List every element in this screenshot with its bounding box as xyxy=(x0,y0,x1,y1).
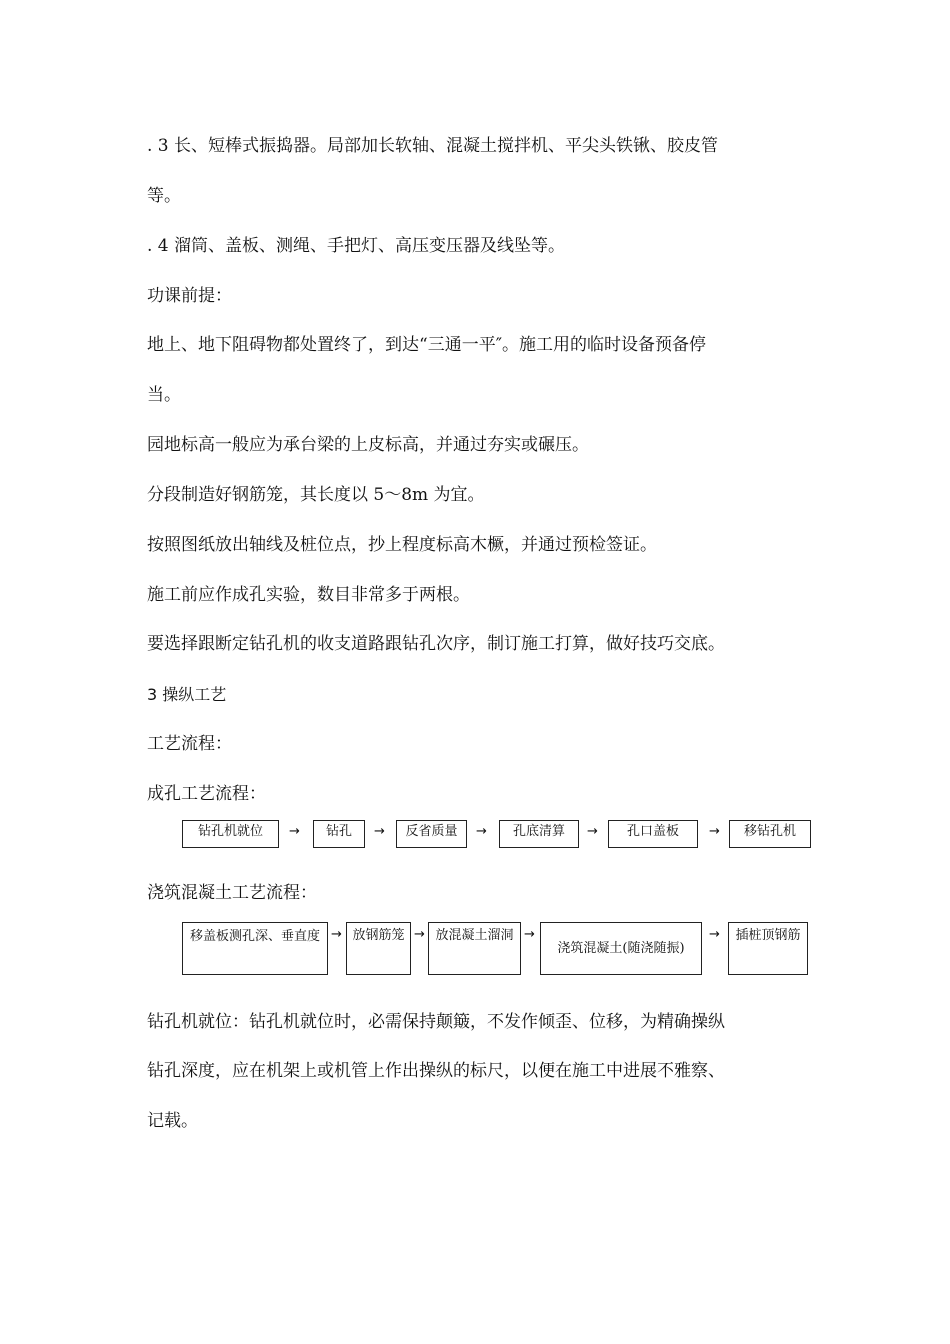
flow-step-place-cage: 放钢筋笼 xyxy=(346,922,411,975)
flow-step-place-chute: 放混凝土溜洞 xyxy=(428,922,521,975)
paragraph-site-elevation: 园地标高一般应为承台梁的上皮标高，并通过夯实或碾压。 xyxy=(147,435,589,455)
flow-step-move-rig: 移钻孔机 xyxy=(729,820,811,848)
flow-step-quality-check: 反省质量 xyxy=(396,820,467,848)
paragraph-route-plan: 要选择跟断定钻孔机的收支道路跟钻孔次序，制订施工打算，做好技巧交底。 xyxy=(147,634,725,654)
paragraph-process-flow: 工艺流程： xyxy=(147,734,232,754)
paragraph-equipment-4: . 4 溜筒、盖板、测绳、手把灯、高压变压器及线坠等。 xyxy=(147,236,566,256)
paragraph-hole-forming-flow: 成孔工艺流程： xyxy=(147,784,266,804)
flow-arrow-icon: → xyxy=(289,824,300,839)
paragraph-axis-layout: 按照图纸放出轴线及桩位点，抄上程度标高木橛，并通过预检签证。 xyxy=(147,535,657,555)
paragraph-rig-positioning: 钻孔机就位：钻孔机就位时，必需保持颠簸，不发作倾歪、位移，为精确操纵 xyxy=(147,1012,725,1032)
flow-arrow-icon: → xyxy=(709,824,720,839)
flow-step-insert-rebar: 插桩顶钢筋 xyxy=(728,922,808,975)
flow-step-drilling: 钻孔 xyxy=(313,820,365,848)
section-heading-control-process: 3 操纵工艺 xyxy=(147,685,227,704)
paragraph-equipment-3: . 3 长、短棒式振捣器。局部加长软轴、混凝土搅拌机、平尖头铁锹、胶皮管 xyxy=(147,136,719,156)
paragraph-concrete-pouring-flow: 浇筑混凝土工艺流程： xyxy=(147,883,317,903)
flow-arrow-icon: → xyxy=(476,824,487,839)
flow-step-bottom-cleaning: 孔底清算 xyxy=(499,820,579,848)
paragraph-obstacles-cont: 当。 xyxy=(147,385,181,405)
paragraph-rebar-cage: 分段制造好钢筋笼，其长度以 5～8m 为宜。 xyxy=(147,485,485,505)
paragraph-rig-positioning-end: 记载。 xyxy=(147,1111,198,1131)
flow-arrow-icon: → xyxy=(374,824,385,839)
paragraph-trial-hole: 施工前应作成孔实验，数目非常多于两根。 xyxy=(147,585,470,605)
flow-arrow-icon: → xyxy=(331,927,342,942)
paragraph-rig-positioning-cont: 钻孔深度，应在机架上或机管上作出操纵的标尺，以便在施工中进展不雅察、 xyxy=(147,1061,725,1081)
flow-step-pour-concrete: 浇筑混凝土(随浇随振) xyxy=(540,922,702,975)
flow-arrow-icon: → xyxy=(709,927,720,942)
flow-arrow-icon: → xyxy=(414,927,425,942)
flow-arrow-icon: → xyxy=(524,927,535,942)
paragraph-equipment-3-cont: 等。 xyxy=(147,186,181,206)
paragraph-obstacles: 地上、地下阻碍物都处置终了，到达“三通一平″。施工用的临时设备预备停 xyxy=(147,335,707,355)
flow-step-measure-depth: 移盖板测孔深、垂直度 xyxy=(182,922,328,975)
paragraph-prerequisites-title: 功课前提： xyxy=(147,286,232,306)
flow-step-hole-cover: 孔口盖板 xyxy=(608,820,698,848)
flow-arrow-icon: → xyxy=(587,824,598,839)
flow-step-rig-positioning: 钻孔机就位 xyxy=(182,820,279,848)
